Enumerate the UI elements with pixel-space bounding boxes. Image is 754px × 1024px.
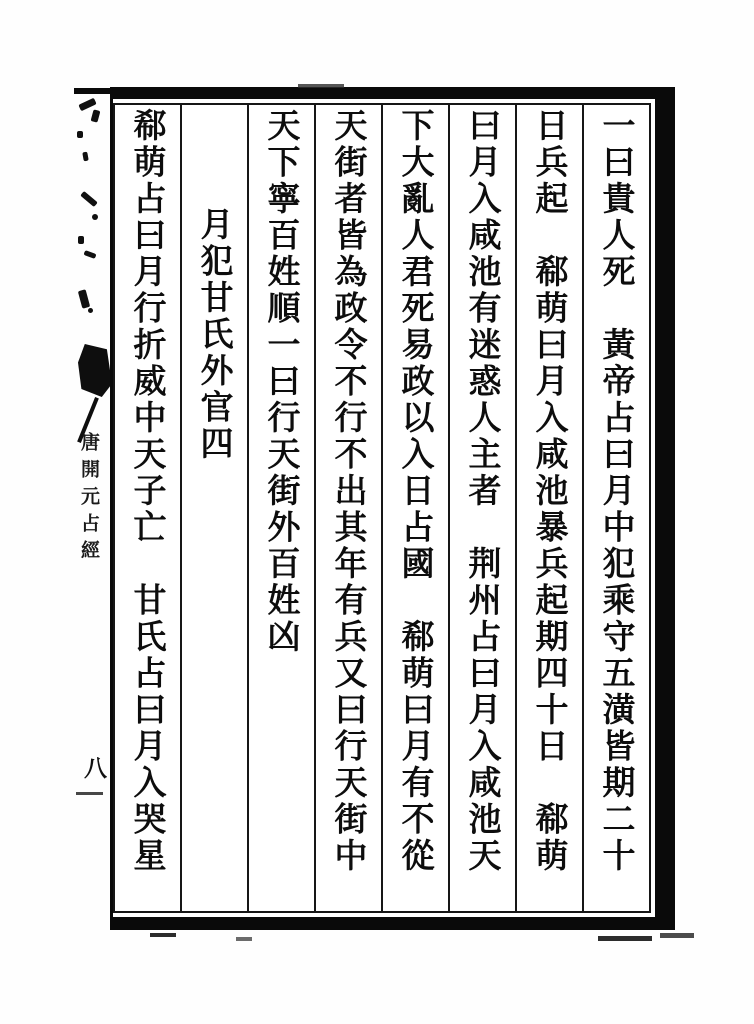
spine-book-title: 唐開元占經 bbox=[78, 432, 100, 567]
text-column-4 bbox=[381, 105, 448, 911]
ink-fragment bbox=[80, 191, 98, 207]
ink-fragment bbox=[91, 109, 101, 122]
column-text: 下大亂人君死易政以入日占國 郗萌曰月有不從 bbox=[396, 108, 436, 875]
text-column-6 bbox=[247, 105, 314, 911]
page-number-underline bbox=[76, 792, 103, 795]
ink-fragment bbox=[77, 131, 83, 138]
column-text: 郗萌占曰月行折威中天子亡 甘氏占曰月入哭星 bbox=[128, 108, 168, 875]
scan-noise bbox=[598, 936, 652, 941]
column-text: 日兵起 郗萌曰月入咸池暴兵起期四十日 郗萌 bbox=[530, 108, 570, 875]
ink-fragment bbox=[78, 236, 84, 244]
section-heading-column bbox=[180, 105, 247, 911]
text-block bbox=[113, 103, 651, 913]
page-frame-border bbox=[110, 87, 675, 930]
column-text: 一曰貴人死 黃帝占曰月中犯乘守五潢皆期二十 bbox=[597, 108, 637, 875]
column-text: 天街者皆為政令不行不出其年有兵又曰行天街中 bbox=[329, 108, 369, 875]
ink-fragment bbox=[82, 152, 88, 162]
text-column-1 bbox=[582, 105, 649, 911]
scan-noise bbox=[150, 933, 176, 937]
ink-fragment bbox=[92, 214, 98, 220]
page-number: 八 bbox=[84, 755, 107, 782]
top-border-extension bbox=[74, 88, 112, 94]
section-heading-text: 月犯甘氏外官四 bbox=[195, 207, 235, 463]
column-text: 天下寧百姓順一曰行天街外百姓凶 bbox=[262, 108, 302, 656]
ink-fragment bbox=[78, 289, 90, 308]
ink-fragment bbox=[88, 308, 93, 313]
column-text: 曰月入咸池有迷惑人主者 荆州占曰月入咸池天 bbox=[463, 108, 503, 875]
text-column-3 bbox=[448, 105, 515, 911]
text-column-8 bbox=[115, 105, 180, 911]
scan-noise bbox=[298, 84, 344, 88]
scan-noise bbox=[660, 933, 694, 938]
ink-blot bbox=[78, 344, 112, 397]
text-column-5 bbox=[314, 105, 381, 911]
ink-fragment bbox=[84, 250, 97, 259]
scan-noise bbox=[236, 937, 252, 941]
text-column-2 bbox=[515, 105, 582, 911]
